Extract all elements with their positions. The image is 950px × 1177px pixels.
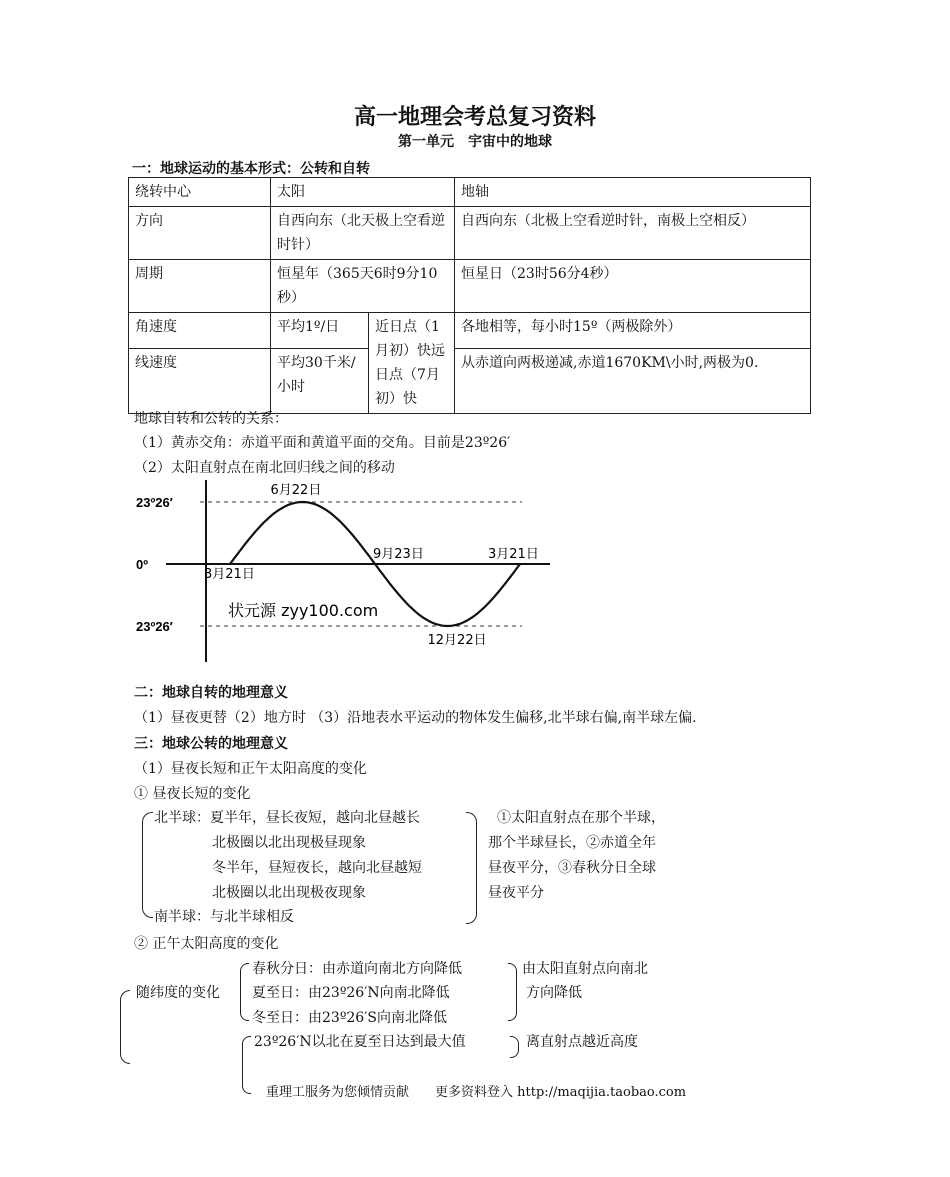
relation-item-1: （1）黄赤交角：赤道平面和黄道平面的交角。目前是23º26′ [134,435,511,451]
daylength-conclusion-4: 昼夜平分 [488,885,544,901]
date-label: 12月22日 [427,633,487,648]
daylength-conclusion-1: ①太阳直射点在那个半球， [497,810,665,826]
season-item: 23º26′N以北在夏至日达到最大值 [254,1034,466,1050]
daylength-conclusion-3: 昼夜平分，③春秋分日全球 [488,860,656,876]
table-cell: 周期 [129,260,271,313]
table-cell: 恒星年（365天6时9分10秒） [271,260,455,313]
table-cell: 恒星日（23时56分4秒） [455,260,811,313]
latitude-result-brace [508,963,517,1021]
table-cell: 近日点（1月初）快远日点（7月初）快 [369,313,455,414]
daylength-line-2: 北极圈以北出现极昼现象 [212,835,366,851]
daylength-line-1: 北半球：夏半年，昼长夜短，越向北昼越长 [154,810,420,826]
earth-motion-table [128,177,811,414]
daylength-line-5: 南半球：与北半球相反 [154,909,294,925]
relation-title: 地球自转和公转的关系： [134,411,288,427]
section-1-heading: 一：地球运动的基本形式：公转和自转 [132,161,370,177]
table-row [129,313,811,349]
section-3-sub1b: ② 正午太阳高度的变化 [134,936,279,952]
watermark-text: 状元源 zyy100.com [228,601,379,620]
table-cell: 自西向东（北天极上空看逆时针） [271,207,455,260]
page-title: 高一地理会考总复习资料 [353,104,596,130]
latitude-brace [240,963,249,1021]
daylength-line-4: 北极圈以北出现极夜现象 [212,885,366,901]
table-cell: 各地相等，每小时15º（两极除外） [455,313,811,349]
table-cell: 方向 [129,207,271,260]
right-brace [466,812,477,924]
table-cell: 绕转中心 [129,178,271,207]
latitude-result-1: 由太阳直射点向南北 [522,961,648,977]
table-cell: 平均30千米/小时 [271,348,369,413]
season-brace [242,1036,251,1094]
altitude-outer-brace [120,990,130,1064]
daylength-line-3: 冬半年，昼短夜长，越向北昼越短 [212,860,422,876]
latitude-result-2: 方向降低 [526,985,582,1001]
table-cell: 地轴 [455,178,811,207]
subsolar-point-chart [132,478,552,666]
table-cell: 线速度 [129,348,271,413]
section-3-sub1: （1）昼夜长短和正午太阳高度的变化 [134,761,367,777]
footer-text: 重理工服务为您倾情贡献 更多资料登入 http://maqijia.taobao.com [266,1085,687,1100]
table-cell: 角速度 [129,313,271,349]
left-brace [142,812,153,918]
section-2-text: （1）昼夜更替（2）地方时 （3）沿地表水平运动的物体发生偏移,北半球右偏,南半球左偏. [134,710,697,726]
section-3-heading: 三：地球公转的地理意义 [134,736,288,752]
season-result: 离直射点越近高度 [526,1034,638,1050]
latitude-item-1: 春秋分日：由赤道向南北方向降低 [252,961,462,977]
table-row [129,207,811,260]
date-label: 6月22日 [270,483,322,498]
relation-item-2: （2）太阳直射点在南北回归线之间的移动 [134,460,395,476]
table-row [129,178,811,207]
season-result-brace [510,1036,519,1058]
subsolar-point-svg [132,478,552,666]
table-cell: 从赤道向两极递减,赤道1670KM\小时,两极为0. [455,348,811,413]
section-3-sub1a: ① 昼夜长短的变化 [134,786,251,802]
page-subtitle: 第一单元 宇宙中的地球 [398,134,552,150]
table-cell: 自西向东（北极上空看逆时针，南极上空相反） [455,207,811,260]
latitude-item-2: 夏至日：由23º26′N向南北降低 [252,985,450,1001]
date-label: 3月21日 [204,567,255,582]
table-row [129,260,811,313]
y-tick-label: 0º [136,557,148,572]
section-2-heading: 二：地球自转的地理意义 [134,685,288,701]
date-label: 9月23日 [373,547,424,562]
date-label: 3月21日 [488,547,539,562]
daylength-conclusion-2: 那个半球昼长，②赤道全年 [488,835,656,851]
table-cell: 太阳 [271,178,455,207]
y-tick-label: 23º26′ [136,619,173,634]
latitude-item-3: 冬至日：由23º26′S向南北降低 [252,1010,447,1026]
y-tick-label: 23º26′ [136,495,173,510]
latitude-change-label: 随纬度的变化 [136,985,220,1001]
table-row [129,348,811,413]
table-cell: 平均1º/日 [271,313,369,349]
